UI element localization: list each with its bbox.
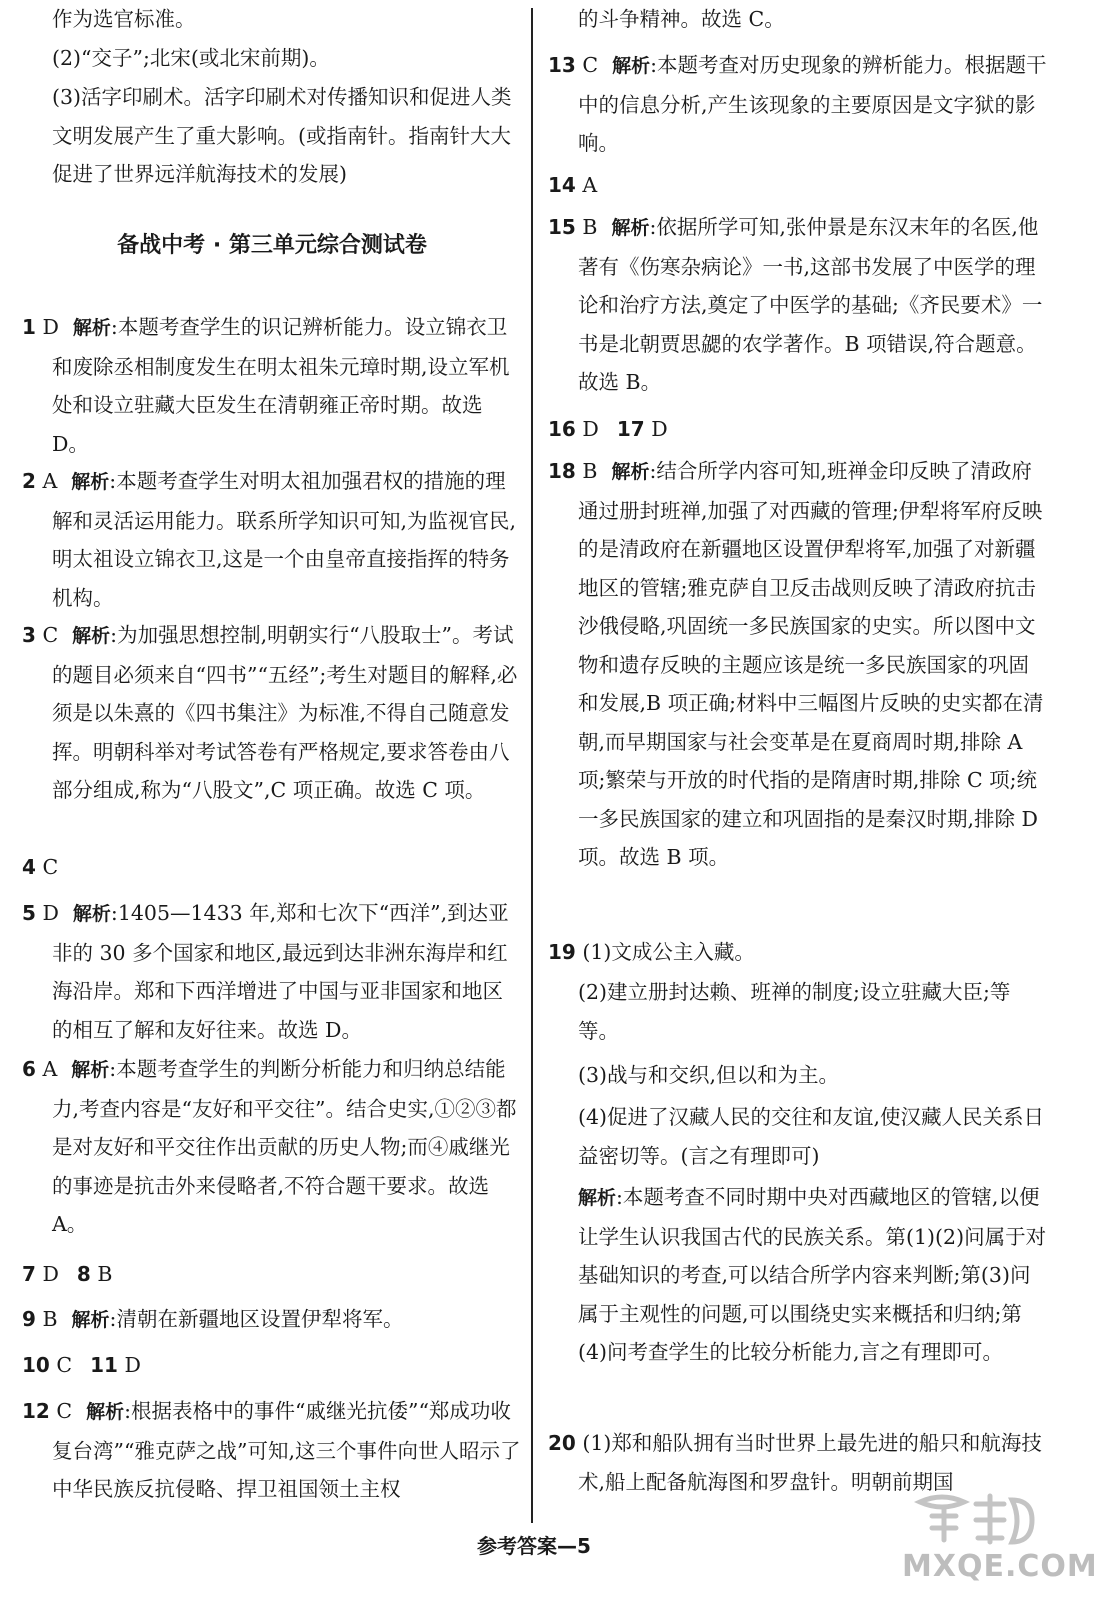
- answer-19-analysis: 解析:本题考查不同时期中央对西藏地区的管辖,以便让学生认识我国古代的民族关系。第(1)(2)问属于对基础知识的考查,可以结合所学内容来判断;第(3)问属于主观性的问题,可以围绕史实来概括和归纳;第(4)问考查学生的比较分析能力,言之有理即可。: [578, 1185, 1047, 1364]
- answer-items-10-11: 10 C 11 D: [22, 1353, 141, 1377]
- answer-item-4: 4 C: [22, 855, 59, 879]
- answer-19-part-4: (4)促进了汉藏人民的交往和友谊,使汉藏人民关系日益密切等。(言之有理即可): [578, 1105, 1045, 1168]
- continued-text-12: 的斗争精神。故选 C。: [578, 7, 785, 31]
- answer-item-5: 5 D 解析:1405—1433 年,郑和七次下“西洋”,到达亚非的 30 多个国家和地区,最远到达非洲东海岸和红海沿岸。郑和下西洋增进了中国与亚非国家和地区的相互了解和友好往来。故选 D。: [22, 901, 509, 1042]
- answer-item-13: 13 C 解析:本题考查对历史现象的辨析能力。根据题干中的信息分析,产生该现象的主要原因是文字狱的影响。: [548, 53, 1047, 155]
- answer-item-14: 14 A: [548, 173, 598, 197]
- answer-item-1: 1 D 解析:本题考查学生的识记辨析能力。设立锦衣卫和废除丞相制度发生在明太祖朱元璋时期,设立军机处和设立驻藏大臣发生在清朝雍正帝时期。故选 D。: [22, 315, 510, 456]
- watermark-logo: MXQE.COM: [902, 1490, 1052, 1590]
- answer-item-6: 6 A 解析:本题考查学生的判断分析能力和归纳总结能力,考查内容是“友好和平交往”。结合史实,①②③都是对友好和平交往作出贡献的历史人物;而④戚继光的事迹是抗击外来侵略者,不符合题干要求。故选 A。: [22, 1057, 517, 1236]
- answer-19-part-3: (3)战与和交织,但以和为主。: [578, 1063, 840, 1087]
- answer-item-3: 3 C 解析:为加强思想控制,明朝实行“八股取士”。考试的题目必须来自“四书”“五经”;考生对题目的解释,必须是以朱熹的《四书集注》为标准,不得自己随意发挥。明朝科举对考试答卷有严格规定,要求答卷由八部分组成,称为“八股文”,C 项正确。故选 C 项。: [22, 623, 518, 802]
- answer-part-2: (2)“交子”;北宋(或北宋前期)。: [52, 46, 330, 70]
- answer-item-15: 15 B 解析:依据所学可知,张仲景是东汉末年的名医,他著有《伤寒杂病论》一书,这部书发展了中医学的理论和治疗方法,奠定了中医学的基础;《齐民要术》一书是北朝贾思勰的农学著作。B 项错误,符合题意。故选 B。: [548, 215, 1043, 394]
- answer-item-9: 9 B 解析:清朝在新疆地区设置伊犁将军。: [22, 1307, 404, 1331]
- answer-part-3: (3)活字印刷术。活字印刷术对传播知识和促进人类文明发展产生了重大影响。(或指南针。指南针大大促进了世界远洋航海技术的发展): [52, 85, 512, 186]
- answer-item-20: 20 (1)郑和船队拥有当时世界上最先进的船只和航海技术,船上配备航海图和罗盘针。明朝前期国: [548, 1431, 1042, 1494]
- answer-19-part-2: (2)建立册封达赖、班禅的制度;设立驻藏大臣;等等。: [578, 980, 1011, 1043]
- answer-item-19: 19 (1)文成公主入藏。: [548, 940, 755, 964]
- answer-item-12: 12 C 解析:根据表格中的事件“戚继光抗倭”“郑成功收复台湾”“雅克萨之战”可知,这三个事件向世人昭示了中华民族反抗侵略、捍卫祖国领土主权: [22, 1399, 521, 1501]
- answer-item-18: 18 B 解析:结合所学内容可知,班禅金印反映了清政府通过册封班禅,加强了对西藏的管理;伊犁将军府反映的是清政府在新疆地区设置伊犁将军,加强了对新疆地区的管辖;雅克萨自卫反击战则反映了清政府抗击沙俄侵略,巩固统一多民族国家的史实。所以图中文物和遗存反映的主题应该是统一多民族国家的巩固和发展,B 项正确;材料中三幅图片反映的史实都在清朝,而早期国家与社会变革是在夏商周时期,排除 A 项;繁荣与开放的时代指的是隋唐时期,排除 C 项;统一多民族国家的建立和巩固指的是秦汉时期,排除 D 项。故选 B 项。: [548, 459, 1044, 869]
- continued-text: 作为选官标准。: [52, 7, 196, 31]
- section-title: 备战中考 · 第三单元综合测试卷: [117, 233, 427, 258]
- answer-items-7-8: 7 D 8 B: [22, 1262, 113, 1286]
- answer-item-2: 2 A 解析:本题考查学生对明太祖加强君权的措施的理解和灵活运用能力。联系所学知识可知,为监视官民,明太祖设立锦衣卫,这是一个由皇帝直接指挥的特务机构。: [22, 469, 517, 610]
- watermark-emblem-icon: [912, 1490, 1042, 1552]
- page-footer: 参考答案—5: [477, 1534, 591, 1558]
- column-divider: [531, 8, 533, 1523]
- answer-items-16-17: 16 D 17 D: [548, 417, 668, 441]
